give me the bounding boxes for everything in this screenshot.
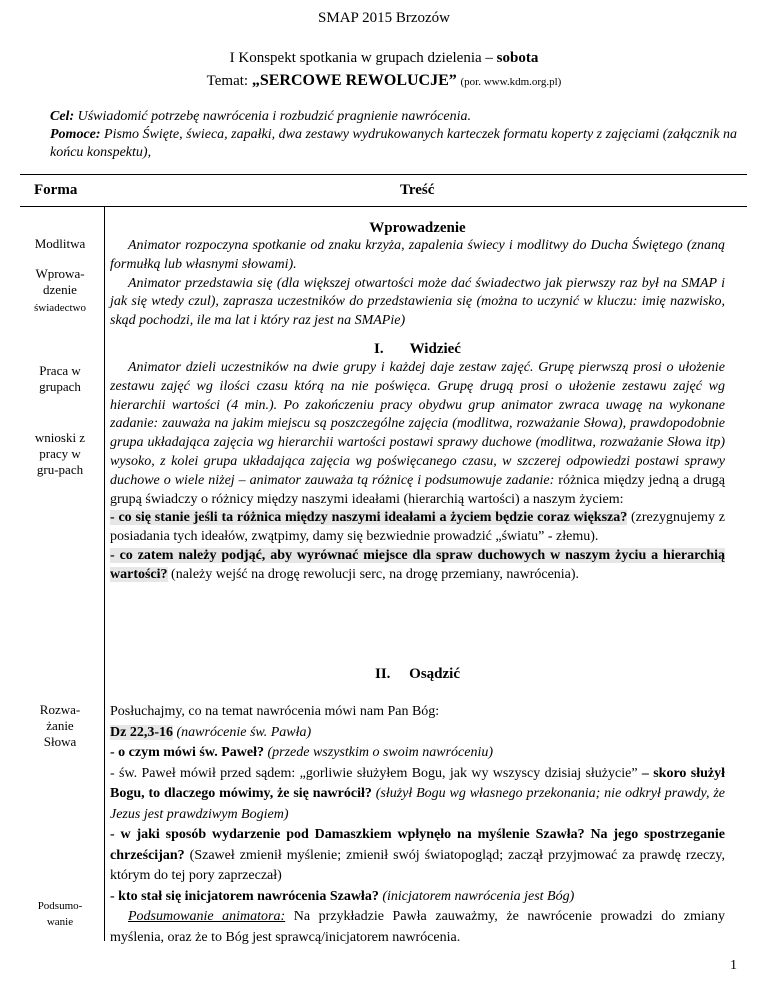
page-number: 1 bbox=[730, 958, 737, 973]
document-title: SMAP 2015 Brzozów bbox=[318, 10, 450, 26]
intro-text: Animator rozpoczyna spotkanie od znaku krzyża, zapalenia świecy i modlitwy do Ducha Świętego (znaną formułką lub własnymi słowami). Animator przedstawia się (dla większej otwartości może dać świadectwo jak pierwszy raz był na SMAP i jak się wtedy czul), zaprasza uczestników do przedstawienia się (można to uczynić w kluczu: imię nazwisko, skąd pochodzi, ile ma lat i który raz jest na SMAPie) bbox=[110, 238, 725, 329]
label-praca: Praca w grupach bbox=[39, 363, 81, 394]
column-divider bbox=[104, 206, 105, 941]
aids-line: Pomoce: Pismo Święte, świeca, zapałki, dwa zestawy wydrukowanych karteczek formatu koperty z zajęciami (załącznik na końcu konspektu), bbox=[50, 127, 738, 160]
heading-widziec: I. Widzieć bbox=[374, 341, 461, 357]
label-swiadectwo: świadectwo bbox=[34, 302, 86, 314]
label-modlitwa: Modlitwa bbox=[34, 236, 86, 251]
column-header-forma: Forma bbox=[34, 182, 78, 198]
topic-line: Temat: „SERCOWE REWOLUCJE” (por. www.kdm.org.pl) bbox=[206, 72, 562, 89]
goal-line: Cel: Uświadomić potrzebę nawrócenia i rozbudzić pragnienie nawrócenia. bbox=[50, 109, 472, 124]
table-header-rule bbox=[20, 206, 747, 207]
heading-wprowadzenie: Wprowadzenie bbox=[369, 220, 466, 236]
section-osadzic-text: Posłuchajmy, co na temat nawrócenia mówi nam Pan Bóg: Dz 22,3-16 (nawrócenie św. Pawła) - o czym mówi św. Paweł? (przede wszystkim o swoim nawróceniu) - św. Paweł mówił przed sądem: „gorliwie służyłem Bogu, jak wy wszyscy dzisiaj służycie” – skoro służył Bogu, to dlaczego mówimy, że się nawrócił? (służył Bogu wg własnego przekonania; nie odkrył prawdy, że Jezus jest prawdziwym Bogiem) - w jaki sposób wydarzenie pod Damaszkiem wpłynęło na myślenie Szawła? Na jego spostrzeganie chrześcijan? (Szaweł zmienił myślenie; zmienił swój światopogląd; zaczął przyjmować za prawdę rzeczy, którym do tej pory zaprzeczał) - kto stał się inicjatorem nawrócenia Szawła? (inicjatorem nawrócenia jest Bóg) Podsumowanie animatora: Na przykładzie Pawła zauważmy, że nawrócenie prowadzi do zmiany myślenia, oraz że to Bóg jest sprawcą/inicjatorem nawrócenia. bbox=[110, 704, 725, 945]
table-top-rule bbox=[20, 174, 747, 175]
goals-block bbox=[50, 108, 740, 162]
label-wnioski: wnioski z pracy w gru-pach bbox=[34, 430, 86, 477]
label-wprowadzenie: Wprowa-dzenie bbox=[35, 266, 85, 297]
label-rozwazanie: Rozwa-żanie Słowa bbox=[39, 702, 81, 749]
column-header-tresc: Treść bbox=[400, 182, 435, 198]
label-podsumowanie: Podsumo-wanie bbox=[37, 900, 83, 928]
section-widziec-text: Animator dzieli uczestników na dwie grupy i każdej daje zestaw zajęć. Grupę pierwszą prosi o ułożenie zestawu zajęć wg ilości czasu którą na nie poświęca. Grupę drugą prosi o ułożenie zestawu zajęć wg hierarchii wartości (4 min.). Po zakończeniu pracy obydwu grup animator zwraca uwagę na wykonane zadanie: zauważa na jakim miejscu są poszczególne zajęcia (modlitwa, rozważanie Słowa), prawdopodobnie grupa układająca zajęcia wg hierarchii wartości postawi sprawy duchowe (modlitwa, rozważanie Słowa itp) wysoko, z kolei grupa układająca zajęcia wg poświęcanego czasu, w szczerej odpowiedzi postawi sprawy duchowe o wiele niżej – animator zauważa tą różnicę i podsumowuje zadanie: różnica między jedną a drugą grupą świadczy o różnicy między naszymi ideałami (hierarchią wartości) a naszym życiem: - co się stanie jeśli ta różnica między naszymi ideałami a życiem będzie coraz większa? (zrezygnujemy z posiadania tych ideałów, zwątpimy, damy się bezwiednie prowadzić „światu” - złemu). - co zatem należy podjąć, aby wyrównać miejsce dla spraw duchowych w naszym życiu a hierarchią wartości? (należy wejść na drogę rewolucji serc, na drogę przemiany, nawrócenia). bbox=[110, 360, 725, 582]
heading-osadzic: II. Osądzić bbox=[374, 666, 460, 682]
outline-line: I Konspekt spotkania w grupach dzielenia – sobota bbox=[229, 50, 539, 66]
